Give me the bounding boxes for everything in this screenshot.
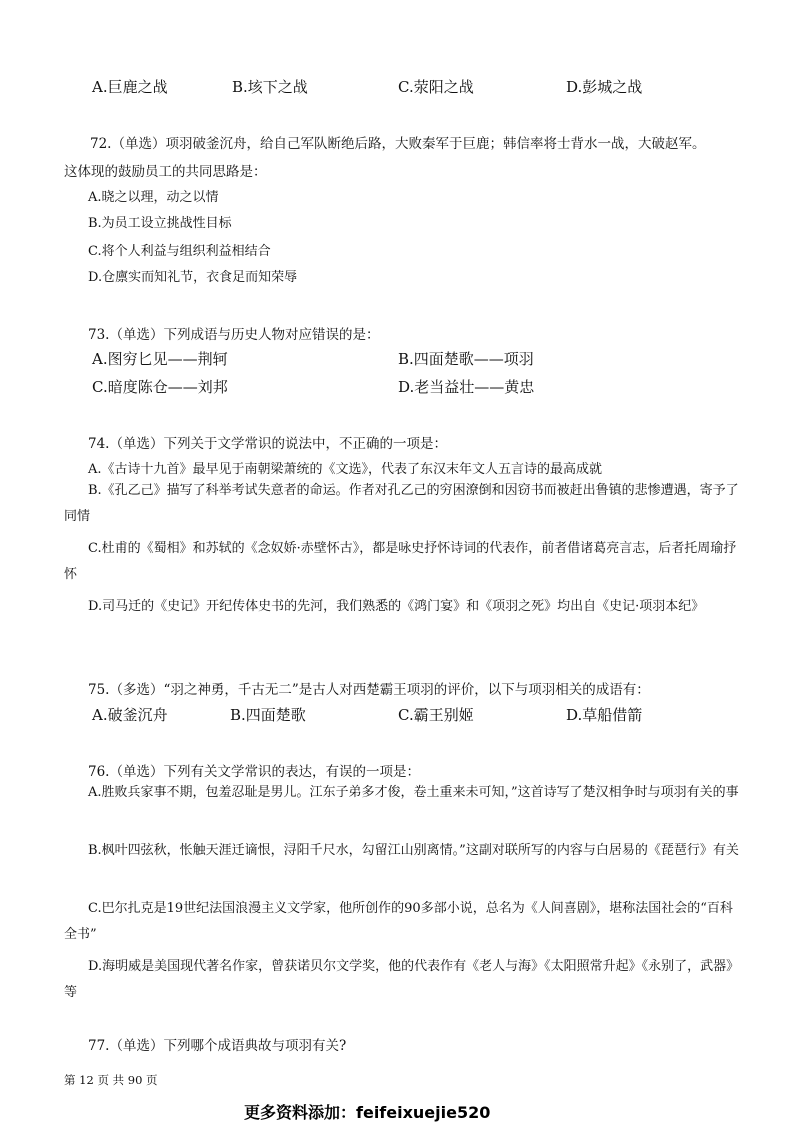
q72-option-d: D.仓廪实而知礼节，衣食足而知荣辱 — [88, 270, 298, 285]
q72-option-a: A.晓之以理，动之以情 — [88, 190, 219, 205]
q71-option-c: C.荥阳之战 — [398, 78, 474, 96]
q74-option-d: D.司马迁的《史记》开纪传体史书的先河，我们熟悉的《鸿门宴》和《项羽之死》均出自《史记·项羽本纪》 — [88, 599, 705, 614]
q71-option-b: B.垓下之战 — [232, 78, 308, 96]
q75-stem: 75.（多选）“羽之神勇，千古无二”是古人对西楚霸王项羽的评价，以下与项羽相关的成语有： — [88, 682, 650, 698]
q75-option-c: C.霸王别姬 — [398, 706, 474, 724]
q75-option-d: D.草船借箭 — [566, 706, 643, 724]
q71-option-d: D.彭城之战 — [566, 78, 643, 96]
q74-stem: 74.（单选）下列关于文学常识的说法中，不正确的一项是： — [88, 436, 447, 452]
q76-option-d: D.海明威是美国现代著名作家，曾获诺贝尔文学奖，他的代表作有《老人与海》《太阳照常升起》《永别了，武器》等 — [64, 959, 740, 1000]
q74-option-c: C.杜甫的《蜀相》和苏轼的《念奴娇·赤壁怀古》，都是咏史抒怀诗词的代表作，前者借诸葛亮言志，后者托周瑜抒怀 — [64, 541, 737, 582]
q74-option-a: A.《古诗十九首》最早见于南朝梁萧统的《文选》，代表了东汉末年文人五言诗的最高成就 — [88, 462, 603, 477]
q73-option-b: B.四面楚歌——项羽 — [398, 350, 534, 368]
q76-option-b: B.枫叶四弦秋，怅触天涯迁谪恨，浔阳千尺水，勾留江山别离情。”这副对联所写的内容与白居易的《琵琶行》有关 — [88, 843, 739, 858]
promo-text: 更多资料添加：feifeixuejie520 — [244, 1103, 491, 1122]
q73-option-c: C.暗度陈仓——刘邦 — [92, 378, 228, 396]
q76-option-c: C.巴尔扎克是19世纪法国浪漫主义文学家，他所创作的90多部小说，总名为《人间喜剧》，堪称法国社会的“百科全书” — [64, 901, 733, 942]
q73-option-a: A.图穷匕见——荆轲 — [92, 350, 228, 368]
q76-option-a: A.胜败兵家事不期，包羞忍耻是男儿。江东子弟多才俊，卷土重来未可知，”这首诗写了楚汉相争时与项羽有关的事 — [88, 785, 739, 800]
q73-stem: 73.（单选）下列成语与历史人物对应错误的是： — [88, 327, 380, 343]
q75-option-a: A.破釜沉舟 — [92, 706, 168, 724]
q72-stem-line2: 这体现的鼓励员工的共同思路是： — [64, 164, 267, 180]
q71-option-a: A.巨鹿之战 — [92, 78, 168, 96]
q76-stem: 76.（单选）下列有关文学常识的表达，有误的一项是： — [88, 764, 420, 780]
q72-option-b: B.为员工设立挑战性目标 — [88, 216, 232, 231]
q72-stem-line1: 72.（单选）项羽破釜沉舟，给自己军队断绝后路，大败秦军于巨鹿；韩信率将士背水一战，大破赵军。 — [90, 136, 706, 152]
q74-option-b: B.《孔乙己》描写了科举考试失意者的命运。作者对孔乙己的穷困潦倒和因窃书而被赶出鲁镇的悲惨遭遇，寄予了同情 — [64, 483, 739, 524]
q75-option-b: B.四面楚歌 — [230, 706, 306, 724]
page-number: 第 12 页 共 90 页 — [64, 1073, 158, 1087]
q72-option-c: C.将个人利益与组织利益相结合 — [88, 244, 271, 259]
q73-option-d: D.老当益壮——黄忠 — [398, 378, 535, 396]
q77-stem: 77.（单选）下列哪个成语典故与项羽有关? — [88, 1038, 347, 1054]
